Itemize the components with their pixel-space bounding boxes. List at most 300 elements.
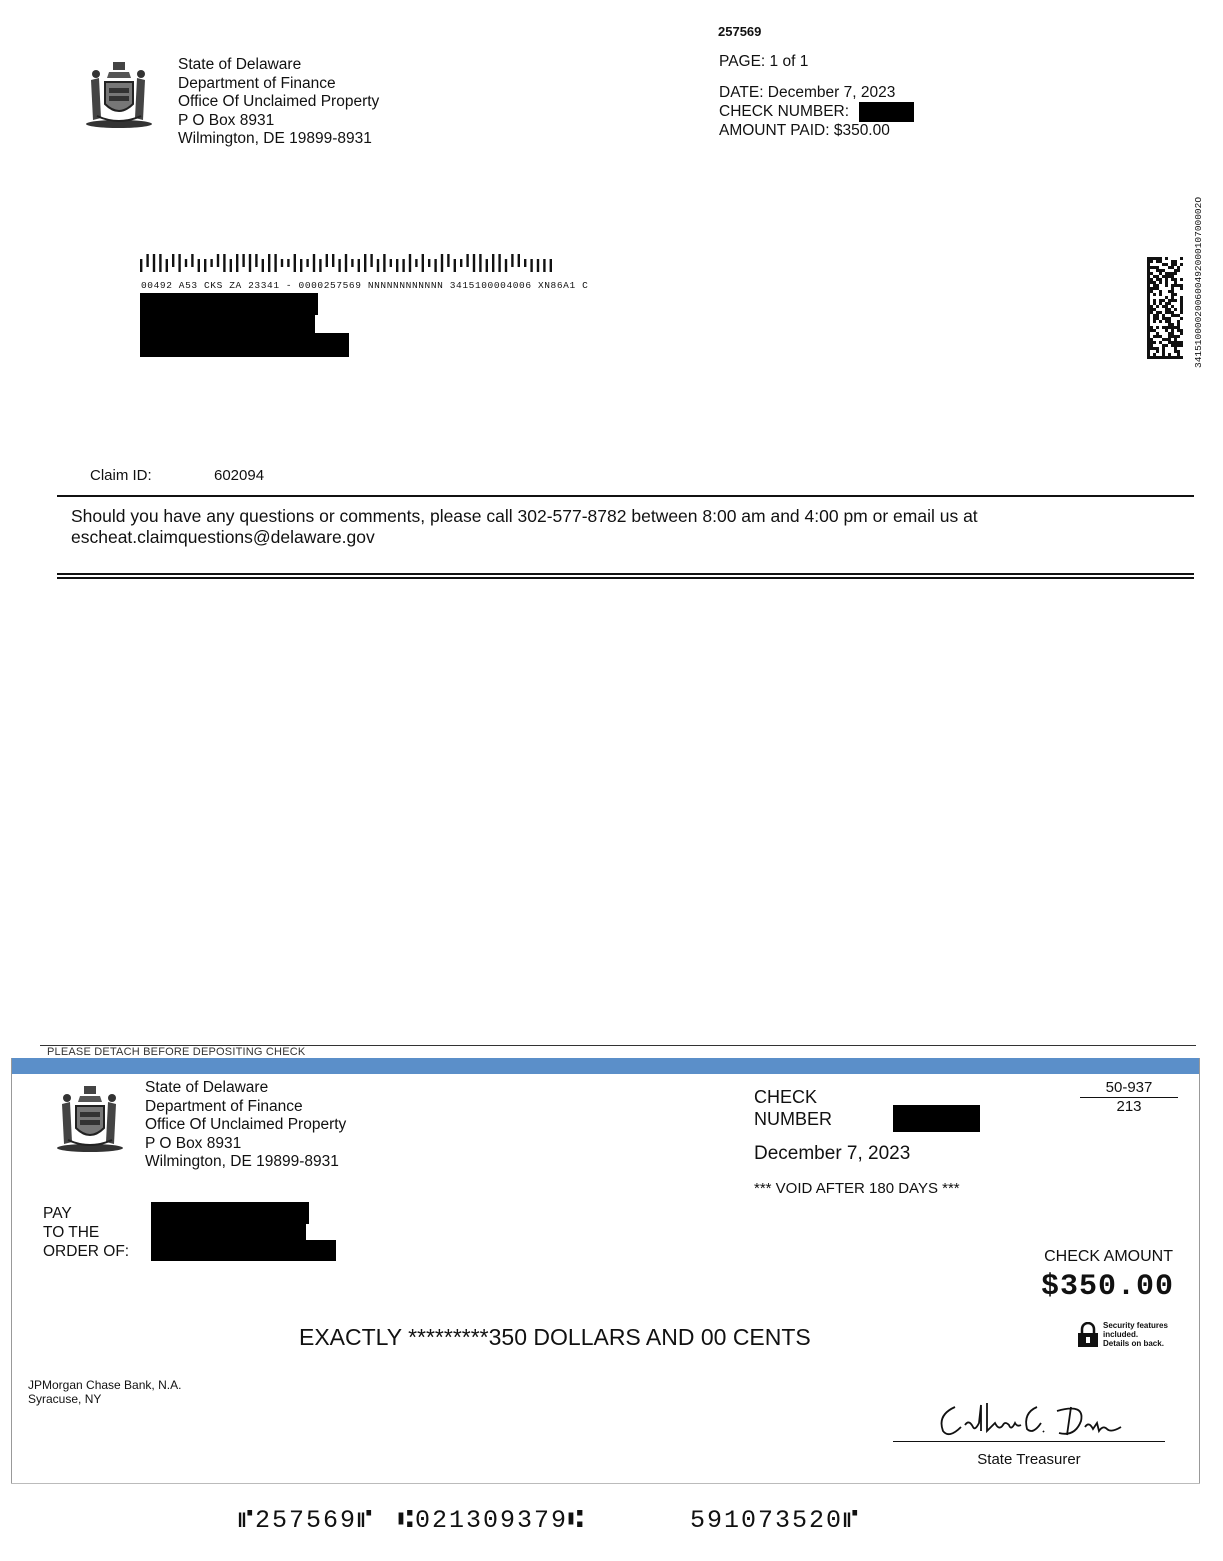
barcode-bar (364, 254, 366, 272)
matrix-module (1147, 302, 1150, 305)
matrix-module (1150, 338, 1153, 341)
matrix-module (1177, 320, 1180, 323)
matrix-module (1153, 356, 1156, 359)
micr-check-number: ⑈257569⑈ (238, 1506, 375, 1535)
matrix-module (1156, 278, 1159, 281)
payee-label (43, 1204, 129, 1261)
redacted-payee (151, 1202, 309, 1224)
barcode-bar (140, 259, 142, 272)
matrix-module (1153, 299, 1156, 302)
redacted-address (140, 293, 318, 315)
barcode-text: 00492 A53 CKS ZA 23341 - 0000257569 NNNNNNNNNNNN 3415100004006 XN86A1 C (141, 280, 589, 291)
payment-date: DATE: December 7, 2023 (719, 84, 896, 101)
delaware-seal-icon (54, 1082, 126, 1154)
matrix-module (1180, 263, 1183, 266)
matrix-module (1162, 305, 1165, 308)
matrix-module (1150, 257, 1153, 260)
matrix-module (1150, 344, 1153, 347)
matrix-module (1147, 275, 1150, 278)
barcode-bar (537, 259, 539, 272)
barcode-bar (191, 254, 193, 267)
matrix-module (1180, 302, 1183, 305)
agency-po-box: P O Box 8931 (145, 1134, 242, 1152)
matrix-module (1177, 350, 1180, 353)
matrix-module (1147, 257, 1150, 260)
matrix-module (1180, 344, 1183, 347)
matrix-module (1150, 329, 1153, 332)
postal-barcode (140, 254, 560, 274)
matrix-module (1147, 311, 1150, 314)
barcode-bar (313, 254, 315, 272)
check-color-band (12, 1058, 1199, 1074)
matrix-module (1165, 263, 1168, 266)
matrix-module (1147, 317, 1150, 320)
matrix-module (1180, 329, 1183, 332)
matrix-module (1147, 326, 1150, 329)
redacted-check-number (893, 1105, 980, 1132)
matrix-module (1171, 332, 1174, 335)
matrix-module (1159, 257, 1162, 260)
barcode-bar (345, 254, 347, 272)
matrix-module (1147, 293, 1150, 296)
matrix-module (1162, 344, 1165, 347)
redacted-payee (151, 1222, 306, 1242)
matrix-module (1171, 344, 1174, 347)
matrix-module (1174, 281, 1177, 284)
barcode-bar (428, 259, 430, 267)
check-number-label: CHECK NUMBER: (719, 103, 850, 120)
barcode-bar (178, 254, 180, 272)
matrix-module (1147, 266, 1150, 269)
matrix-module (1174, 326, 1177, 329)
matrix-module (1171, 296, 1174, 299)
barcode-bar (166, 259, 168, 272)
matrix-module (1180, 311, 1183, 314)
matrix-module (1174, 260, 1177, 263)
matrix-module (1156, 260, 1159, 263)
barcode-bar (217, 254, 219, 267)
matrix-module (1180, 284, 1183, 287)
matrix-module (1171, 323, 1174, 326)
matrix-module (1177, 356, 1180, 359)
payee-label-line: TO THE (43, 1224, 100, 1241)
matrix-module (1174, 350, 1177, 353)
agency-city: Wilmington, DE 19899-8931 (178, 130, 372, 147)
matrix-module (1159, 260, 1162, 263)
redacted-check-number (859, 102, 914, 122)
matrix-module (1177, 266, 1180, 269)
matrix-module (1174, 356, 1177, 359)
matrix-module (1162, 356, 1165, 359)
matrix-module (1147, 335, 1150, 338)
matrix-module (1159, 272, 1162, 275)
matrix-module (1180, 257, 1183, 260)
barcode-bar (530, 259, 532, 272)
matrix-module (1156, 284, 1159, 287)
matrix-module (1153, 293, 1156, 296)
barcode-bar (402, 259, 404, 272)
matrix-module (1150, 347, 1153, 350)
matrix-module (1147, 284, 1150, 287)
matrix-module (1168, 275, 1171, 278)
matrix-module (1171, 284, 1174, 287)
barcode-bar (204, 259, 206, 272)
matrix-module (1165, 326, 1168, 329)
matrix-module (1156, 326, 1159, 329)
contact-text: Should you have any questions or comments, please call 302-577-8782 between 8:00 am and 4:00 pm or email us at (71, 506, 978, 526)
barcode-bar (294, 254, 296, 272)
matrix-module (1165, 338, 1168, 341)
amount-in-words: EXACTLY *********350 DOLLARS AND 00 CENTS (299, 1324, 811, 1350)
barcode-bar (396, 259, 398, 272)
matrix-module (1174, 341, 1177, 344)
barcode-bar (518, 254, 520, 267)
barcode-bar (255, 254, 257, 267)
matrix-module (1159, 311, 1162, 314)
matrix-module (1165, 329, 1168, 332)
matrix-module (1165, 284, 1168, 287)
matrix-module (1171, 356, 1174, 359)
matrix-module (1147, 338, 1150, 341)
matrix-module (1150, 278, 1153, 281)
barcode-bar (326, 254, 328, 267)
matrix-module (1156, 335, 1159, 338)
barcode-bar (172, 254, 174, 267)
micr-account-number: 591073520⑈ (690, 1506, 861, 1535)
matrix-module (1162, 347, 1165, 350)
barcode-bar (287, 259, 289, 267)
matrix-module (1153, 257, 1156, 260)
matrix-module (1174, 335, 1177, 338)
padlock-icon (1076, 1322, 1100, 1348)
barcode-bar (306, 259, 308, 267)
barcode-bar (281, 259, 283, 267)
matrix-module (1168, 302, 1171, 305)
agency-name: State of Delaware (178, 56, 302, 73)
check-agency-address (145, 1079, 346, 1172)
check-bottom-edge (11, 1483, 1200, 1484)
detach-instruction: PLEASE DETACH BEFORE DEPOSITING CHECK (47, 1046, 306, 1058)
matrix-module (1171, 341, 1174, 344)
matrix-module (1177, 329, 1180, 332)
barcode-bar (262, 259, 264, 272)
datamatrix-code (1147, 256, 1183, 360)
matrix-module (1153, 266, 1156, 269)
matrix-module (1174, 272, 1177, 275)
matrix-module (1165, 275, 1168, 278)
check-label-line: CHECK (754, 1087, 818, 1107)
matrix-module (1168, 317, 1171, 320)
matrix-module (1180, 305, 1183, 308)
treasurer-signature (935, 1397, 1125, 1441)
matrix-module (1162, 353, 1165, 356)
barcode-bar (486, 259, 488, 272)
matrix-module (1168, 356, 1171, 359)
matrix-module (1153, 287, 1156, 290)
check-amount-label: CHECK AMOUNT (1044, 1248, 1173, 1265)
matrix-module (1147, 347, 1150, 350)
matrix-module (1159, 299, 1162, 302)
matrix-module (1147, 332, 1150, 335)
matrix-module (1174, 344, 1177, 347)
matrix-module (1171, 329, 1174, 332)
barcode-bar (185, 259, 187, 267)
barcode-bar (479, 254, 481, 272)
barcode-bar (274, 254, 276, 272)
divider (57, 495, 1194, 497)
barcode-bar (351, 259, 353, 267)
barcode-bar (505, 259, 507, 272)
matrix-module (1147, 329, 1150, 332)
matrix-module (1147, 341, 1150, 344)
matrix-module (1159, 281, 1162, 284)
matrix-module (1177, 326, 1180, 329)
redacted-address (140, 313, 315, 333)
matrix-module (1168, 299, 1171, 302)
matrix-module (1147, 269, 1150, 272)
matrix-module (1156, 257, 1159, 260)
matrix-module (1174, 338, 1177, 341)
matrix-module (1168, 341, 1171, 344)
matrix-module (1174, 293, 1177, 296)
matrix-module (1171, 278, 1174, 281)
matrix-module (1162, 263, 1165, 266)
matrix-module (1162, 326, 1165, 329)
matrix-module (1156, 266, 1159, 269)
barcode-bar (242, 254, 244, 267)
matrix-module (1147, 287, 1150, 290)
barcode-bar (460, 259, 462, 267)
barcode-bar (383, 254, 385, 272)
agency-po-box: P O Box 8931 (178, 111, 275, 129)
matrix-module (1171, 287, 1174, 290)
matrix-module (1147, 296, 1150, 299)
barcode-bar (338, 259, 340, 272)
matrix-module (1156, 347, 1159, 350)
matrix-module (1153, 302, 1156, 305)
matrix-module (1156, 356, 1159, 359)
check-amount: $350.00 (1040, 1270, 1174, 1304)
barcode-bar (447, 254, 449, 267)
amount-paid: AMOUNT PAID: $350.00 (719, 122, 890, 139)
barcode-bar (498, 254, 500, 272)
matrix-module (1174, 314, 1177, 317)
matrix-module (1156, 314, 1159, 317)
matrix-module (1174, 269, 1177, 272)
matrix-module (1177, 341, 1180, 344)
matrix-module (1150, 341, 1153, 344)
matrix-module (1177, 323, 1180, 326)
divider (57, 573, 1194, 575)
payee-label-line: ORDER OF: (43, 1243, 130, 1260)
barcode-bar (198, 259, 200, 272)
bank-info (28, 1379, 181, 1406)
matrix-module (1177, 353, 1180, 356)
matrix-module (1165, 356, 1168, 359)
matrix-module (1171, 266, 1174, 269)
signer-title: State Treasurer (977, 1451, 1081, 1468)
matrix-module (1165, 296, 1168, 299)
matrix-module (1150, 272, 1153, 275)
barcode-bar (370, 254, 372, 267)
matrix-module (1168, 332, 1171, 335)
matrix-module (1168, 311, 1171, 314)
matrix-module (1150, 266, 1153, 269)
matrix-module (1171, 326, 1174, 329)
payee-label-line: PAY (43, 1205, 72, 1222)
void-notice: *** VOID AFTER 180 DAYS *** (754, 1180, 960, 1197)
matrix-module (1165, 311, 1168, 314)
barcode-bar (332, 254, 334, 267)
matrix-module (1150, 287, 1153, 290)
matrix-module (1177, 284, 1180, 287)
matrix-module (1180, 341, 1183, 344)
agency-office: Office Of Unclaimed Property (145, 1116, 347, 1133)
matrix-module (1168, 290, 1171, 293)
matrix-module (1147, 353, 1150, 356)
matrix-module (1147, 314, 1150, 317)
delaware-seal-icon (83, 58, 155, 130)
matrix-module (1156, 287, 1159, 290)
check-left-edge (11, 1058, 12, 1483)
matrix-module (1171, 260, 1174, 263)
matrix-module (1159, 356, 1162, 359)
routing-fraction-bottom: 213 (1080, 1097, 1178, 1115)
matrix-module (1156, 350, 1159, 353)
matrix-module (1180, 308, 1183, 311)
matrix-module (1153, 308, 1156, 311)
matrix-module (1165, 344, 1168, 347)
micr-routing-number: ⑆021309379⑆ (398, 1506, 586, 1535)
check-label-line: NUMBER (754, 1109, 833, 1129)
matrix-module (1153, 335, 1156, 338)
matrix-module (1150, 308, 1153, 311)
matrix-module (1147, 281, 1150, 284)
side-tracking-code: 34151000020060049200010700002O (1193, 196, 1204, 368)
security-note-line: included. (1103, 1330, 1139, 1339)
matrix-module (1168, 272, 1171, 275)
security-note-line: Details on back. (1103, 1339, 1164, 1348)
matrix-module (1171, 275, 1174, 278)
matrix-module (1153, 284, 1156, 287)
matrix-module (1165, 305, 1168, 308)
matrix-module (1171, 290, 1174, 293)
barcode-bar (377, 259, 379, 272)
matrix-module (1159, 341, 1162, 344)
matrix-module (1159, 293, 1162, 296)
agency-department: Department of Finance (145, 1097, 303, 1115)
claim-id: 602094 (214, 467, 265, 484)
contact-email: escheat.claimquestions@delaware.gov (71, 527, 375, 547)
matrix-module (1147, 272, 1150, 275)
matrix-module (1174, 308, 1177, 311)
routing-fraction (1080, 1079, 1178, 1115)
matrix-module (1147, 344, 1150, 347)
redacted-payee (151, 1240, 336, 1261)
check-right-edge (1199, 1058, 1200, 1483)
barcode-bar (223, 254, 225, 272)
matrix-module (1171, 299, 1174, 302)
barcode-bar (210, 259, 212, 267)
barcode-bar (268, 254, 270, 272)
matrix-module (1180, 299, 1183, 302)
claim-label: Claim ID: (90, 467, 152, 484)
matrix-module (1168, 326, 1171, 329)
matrix-module (1162, 275, 1165, 278)
security-note-line: Security features (1103, 1321, 1168, 1330)
matrix-module (1171, 314, 1174, 317)
matrix-module (1168, 338, 1171, 341)
matrix-module (1180, 296, 1183, 299)
matrix-module (1147, 323, 1150, 326)
matrix-module (1171, 311, 1174, 314)
matrix-module (1153, 320, 1156, 323)
redacted-address (140, 333, 349, 357)
matrix-module (1147, 263, 1150, 266)
barcode-bar (524, 259, 526, 267)
matrix-module (1162, 338, 1165, 341)
barcode-bar (492, 254, 494, 272)
matrix-module (1162, 350, 1165, 353)
matrix-module (1147, 305, 1150, 308)
matrix-module (1171, 305, 1174, 308)
matrix-module (1150, 305, 1153, 308)
matrix-module (1177, 335, 1180, 338)
check-number-label (754, 1086, 832, 1130)
matrix-module (1147, 260, 1150, 263)
barcode-bar (300, 259, 302, 272)
matrix-module (1162, 299, 1165, 302)
matrix-module (1165, 302, 1168, 305)
matrix-module (1162, 314, 1165, 317)
matrix-module (1150, 260, 1153, 263)
matrix-module (1153, 281, 1156, 284)
matrix-module (1168, 353, 1171, 356)
matrix-module (1180, 278, 1183, 281)
matrix-module (1150, 326, 1153, 329)
matrix-module (1180, 287, 1183, 290)
matrix-module (1150, 281, 1153, 284)
matrix-module (1147, 299, 1150, 302)
matrix-module (1168, 323, 1171, 326)
barcode-bar (550, 259, 552, 272)
agency-city: Wilmington, DE 19899-8931 (145, 1153, 339, 1170)
matrix-module (1153, 317, 1156, 320)
matrix-module (1159, 269, 1162, 272)
matrix-module (1150, 311, 1153, 314)
matrix-module (1159, 290, 1162, 293)
matrix-module (1153, 329, 1156, 332)
matrix-module (1156, 305, 1159, 308)
agency-department: Department of Finance (178, 74, 336, 92)
signature-line (893, 1441, 1165, 1442)
matrix-module (1153, 341, 1156, 344)
barcode-bar (466, 254, 468, 267)
routing-fraction-top: 50-937 (1105, 1079, 1153, 1096)
matrix-module (1156, 269, 1159, 272)
matrix-module (1156, 332, 1159, 335)
barcode-bar (358, 259, 360, 272)
matrix-module (1180, 332, 1183, 335)
barcode-bar (409, 254, 411, 272)
matrix-module (1174, 299, 1177, 302)
barcode-bar (511, 254, 513, 267)
matrix-module (1165, 281, 1168, 284)
barcode-bar (230, 259, 232, 272)
matrix-module (1180, 317, 1183, 320)
barcode-bar (454, 259, 456, 272)
matrix-module (1153, 314, 1156, 317)
